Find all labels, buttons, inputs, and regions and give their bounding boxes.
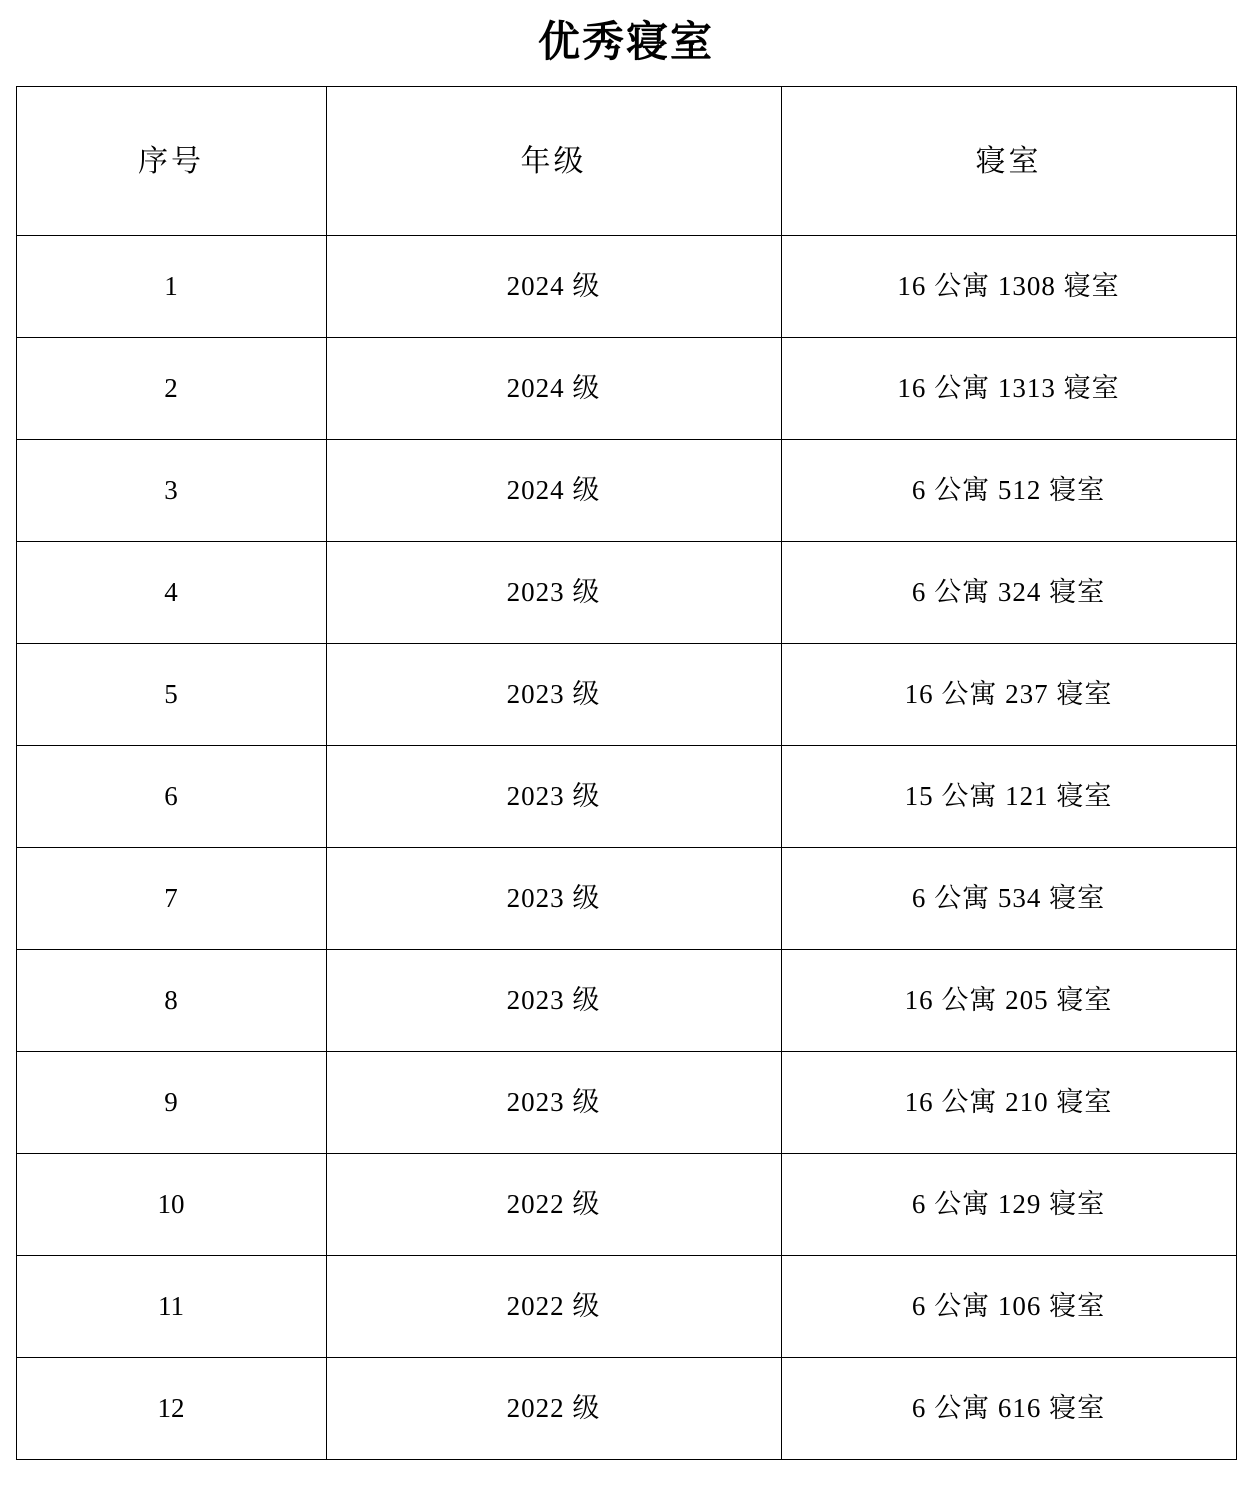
cell-index: 9 <box>16 1052 326 1154</box>
cell-dorm: 16 公寓 237 寝室 <box>781 644 1236 746</box>
page-title: 优秀寝室 <box>537 20 714 66</box>
table-row <box>16 542 1236 644</box>
cell-dorm: 15 公寓 121 寝室 <box>781 746 1236 848</box>
table-row <box>16 236 1236 338</box>
cell-grade: 2023 级 <box>326 644 781 746</box>
column-header-grade: 年级 <box>326 87 781 236</box>
cell-dorm: 16 公寓 1308 寝室 <box>781 236 1236 338</box>
cell-dorm: 16 公寓 205 寝室 <box>781 950 1236 1052</box>
cell-index: 8 <box>16 950 326 1052</box>
cell-index: 3 <box>16 440 326 542</box>
table-row <box>16 1154 1236 1256</box>
column-header-index: 序号 <box>16 87 326 236</box>
cell-grade: 2023 级 <box>326 542 781 644</box>
cell-grade: 2023 级 <box>326 1052 781 1154</box>
cell-index: 7 <box>16 848 326 950</box>
cell-dorm: 16 公寓 1313 寝室 <box>781 338 1236 440</box>
table-row <box>16 1256 1236 1358</box>
cell-grade: 2023 级 <box>326 848 781 950</box>
cell-grade: 2024 级 <box>326 236 781 338</box>
cell-grade: 2023 级 <box>326 746 781 848</box>
excellent-dorm-table <box>16 86 1237 1460</box>
cell-grade: 2022 级 <box>326 1154 781 1256</box>
cell-index: 1 <box>16 236 326 338</box>
cell-index: 11 <box>16 1256 326 1358</box>
cell-index: 4 <box>16 542 326 644</box>
cell-dorm: 16 公寓 210 寝室 <box>781 1052 1236 1154</box>
cell-index: 5 <box>16 644 326 746</box>
cell-dorm: 6 公寓 616 寝室 <box>781 1358 1236 1460</box>
cell-dorm: 6 公寓 324 寝室 <box>781 542 1236 644</box>
document-page <box>0 8 1252 1492</box>
table-row <box>16 848 1236 950</box>
cell-dorm: 6 公寓 512 寝室 <box>781 440 1236 542</box>
cell-dorm: 6 公寓 129 寝室 <box>781 1154 1236 1256</box>
column-header-dorm: 寝室 <box>781 87 1236 236</box>
table-header-row <box>16 87 1236 236</box>
table-row <box>16 1358 1236 1460</box>
table-row <box>16 1052 1236 1154</box>
table-row <box>16 644 1236 746</box>
cell-grade: 2022 级 <box>326 1256 781 1358</box>
cell-index: 12 <box>16 1358 326 1460</box>
cell-grade: 2023 级 <box>326 950 781 1052</box>
cell-index: 2 <box>16 338 326 440</box>
cell-grade: 2024 级 <box>326 440 781 542</box>
cell-dorm: 6 公寓 106 寝室 <box>781 1256 1236 1358</box>
table-row <box>16 950 1236 1052</box>
cell-index: 10 <box>16 1154 326 1256</box>
cell-grade: 2022 级 <box>326 1358 781 1460</box>
table-row <box>16 440 1236 542</box>
cell-dorm: 6 公寓 534 寝室 <box>781 848 1236 950</box>
cell-grade: 2024 级 <box>326 338 781 440</box>
cell-index: 6 <box>16 746 326 848</box>
table-row <box>16 746 1236 848</box>
table-row <box>16 338 1236 440</box>
